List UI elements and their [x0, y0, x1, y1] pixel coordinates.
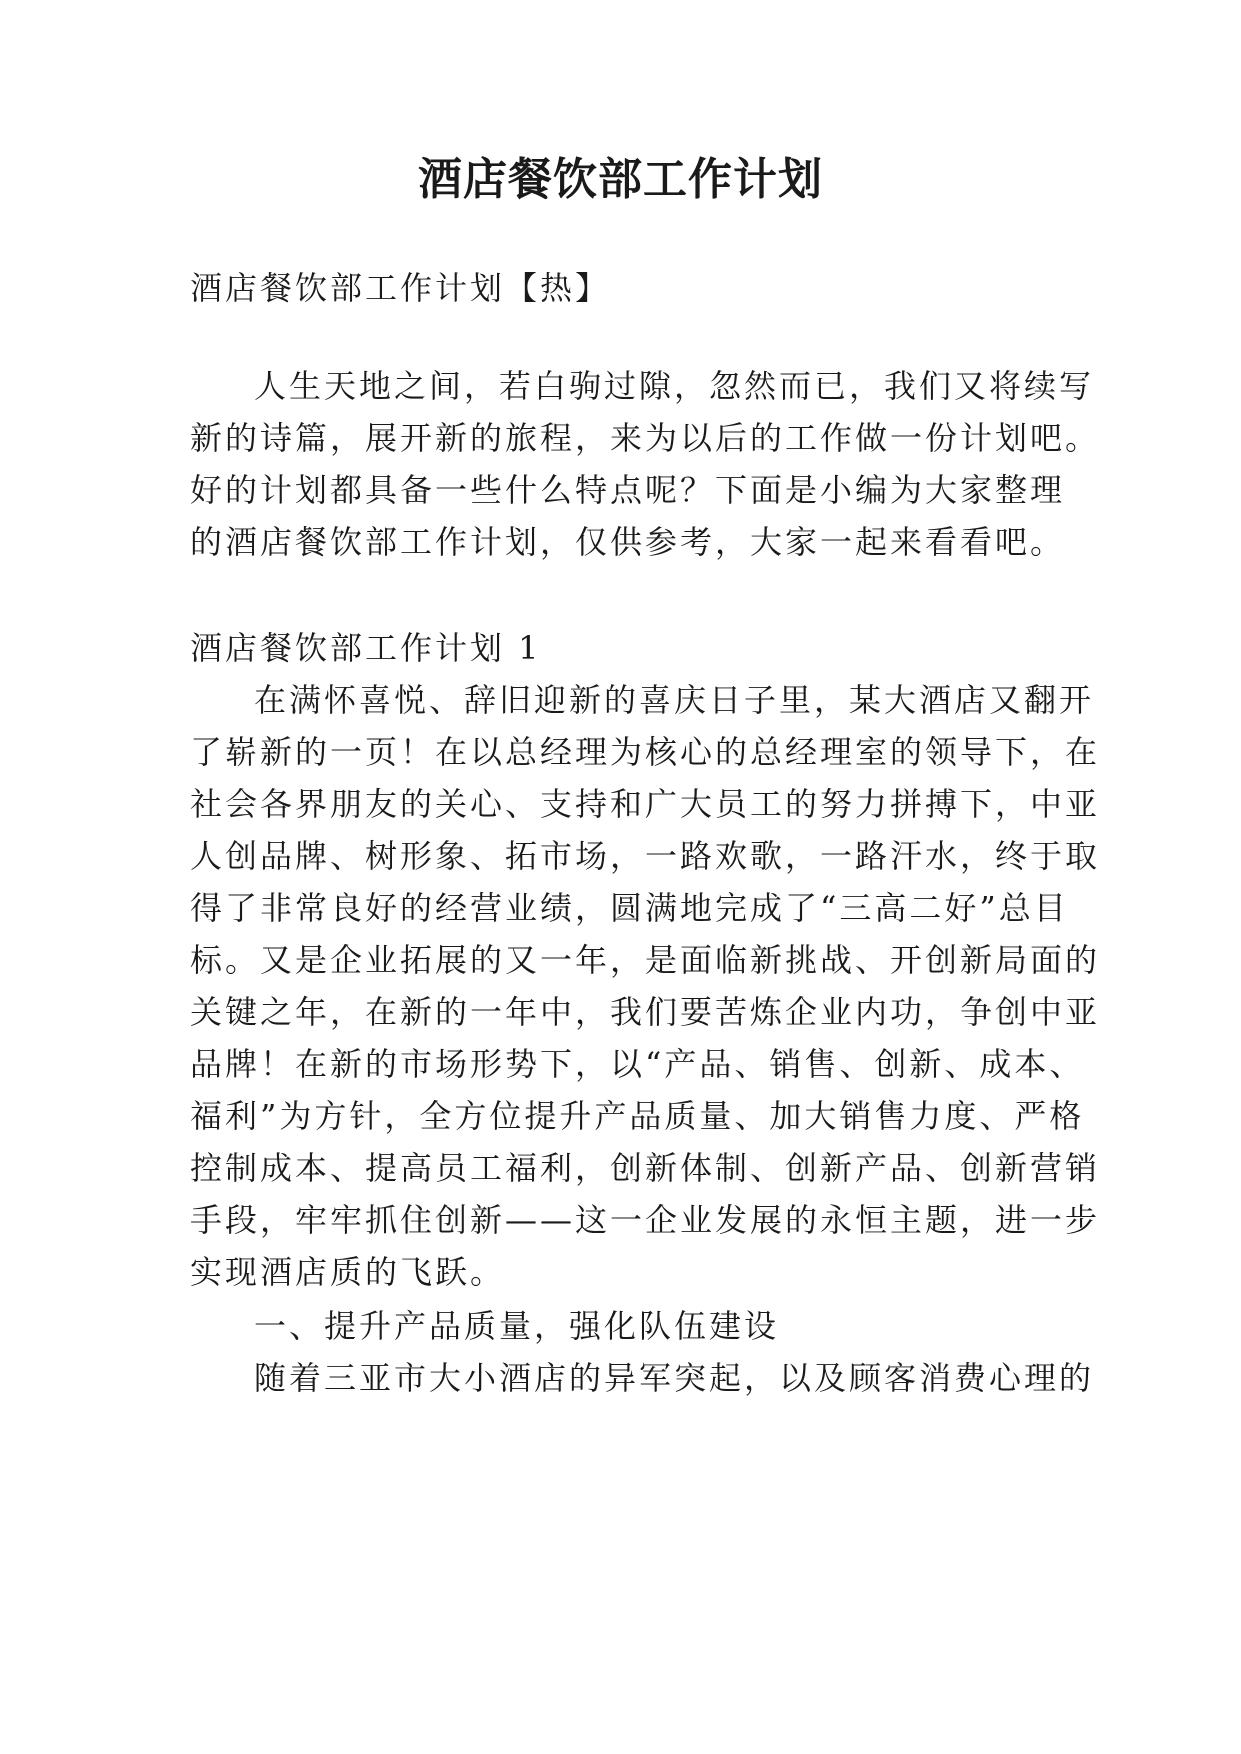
- body-line-10: 控制成本、提高员工福利，创新体制、创新产品、创新营销: [190, 1149, 1101, 1187]
- document-title: 酒店餐饮部工作计划: [418, 154, 823, 205]
- body-line-9: 福利”为方针，全方位提升产品质量、加大销售力度、严格: [190, 1097, 1085, 1135]
- intro-line-3: 好的计划都具备一些什么特点呢？下面是小编为大家整理: [190, 471, 1066, 509]
- body-line-7: 关键之年，在新的一年中，我们要苦炼企业内功，争创中亚: [190, 993, 1101, 1031]
- body-line-12: 实现酒店质的飞跃。: [190, 1253, 506, 1291]
- intro-line-1: 人生天地之间，若白驹过隙，忽然而已，我们又将续写: [254, 367, 1095, 405]
- body-line-2: 了崭新的一页！在以总经理为核心的总经理室的领导下，在: [190, 733, 1101, 771]
- body-line-6: 标。又是企业拓展的又一年，是面临新挑战、开创新局面的: [190, 941, 1101, 979]
- body-line-8: 品牌！在新的市场形势下，以“产品、销售、创新、成本、: [190, 1045, 1085, 1083]
- body-line-5: 得了非常良好的经营业绩，圆满地完成了“三高二好”总目: [190, 889, 1069, 927]
- intro-line-4: 的酒店餐饮部工作计划，仅供参考，大家一起来看看吧。: [190, 523, 1066, 561]
- body-line-4: 人创品牌、树形象、拓市场，一路欢歌，一路汗水，终于取: [190, 837, 1101, 875]
- document-subtitle: 酒店餐饮部工作计划【热】: [190, 269, 611, 307]
- body-line-1: 在满怀喜悦、辞旧迎新的喜庆日子里，某大酒店又翻开: [254, 681, 1095, 719]
- body-line-11: 手段，牢牢抓住创新——这一企业发展的永恒主题，进一步: [190, 1201, 1101, 1239]
- subheading-1: 一、提升产品质量，强化队伍建设: [254, 1307, 780, 1345]
- section-heading: 酒店餐饮部工作计划 1: [190, 629, 542, 667]
- body-line-3: 社会各界朋友的关心、支持和广大员工的努力拼搏下，中亚: [190, 785, 1101, 823]
- body-line-last: 随着三亚市大小酒店的异军突起，以及顾客消费心理的: [254, 1359, 1095, 1397]
- intro-line-2: 新的诗篇，展开新的旅程，来为以后的工作做一份计划吧。: [190, 419, 1101, 457]
